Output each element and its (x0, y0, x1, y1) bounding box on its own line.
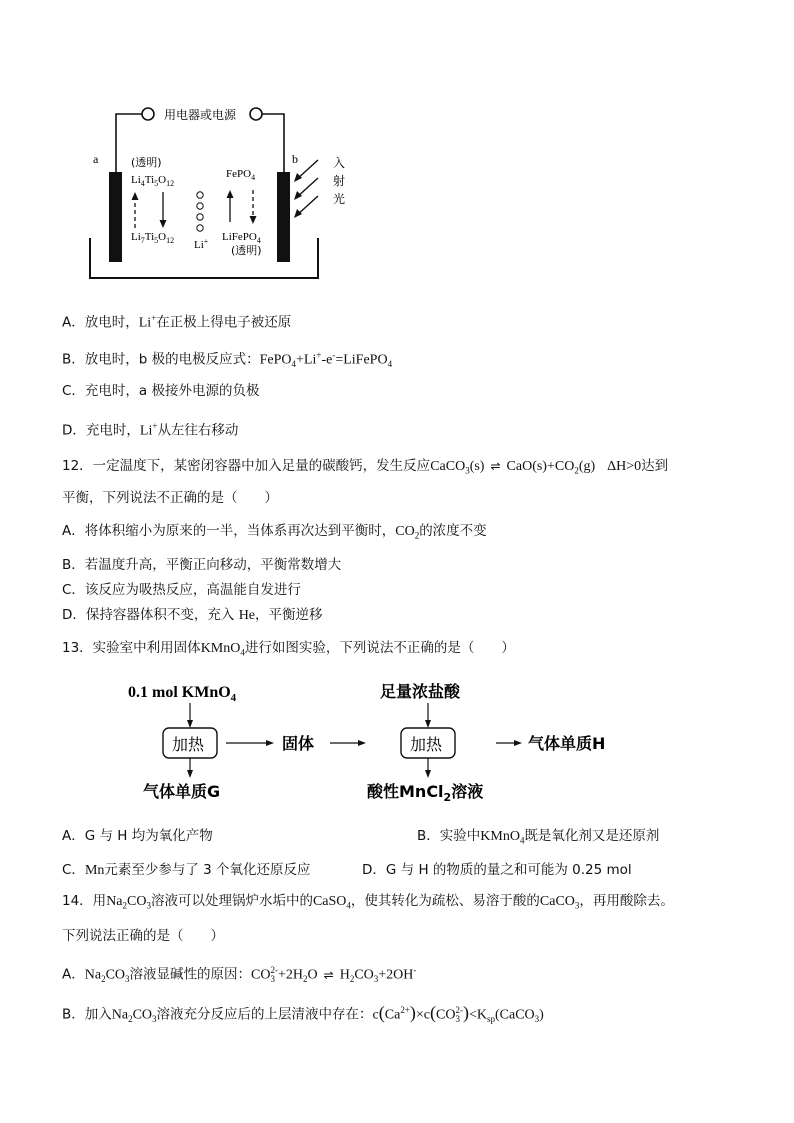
q13-option-d: D．G 与 H 的物质的量之和可能为 0.25 mol (362, 862, 632, 878)
arrowhead-down-icon (187, 720, 193, 728)
left-transparent-label: (透明) (131, 156, 162, 169)
equilibrium-arrow-icon: ⇌ (490, 459, 501, 473)
arrowhead-down-icon (425, 720, 431, 728)
flow-gas-h: 气体单质H (528, 734, 606, 753)
flow-gas-g: 气体单质G (143, 782, 221, 801)
arrowhead-icon (294, 191, 302, 200)
flow-solution: 酸性MnCl$_2$溶液 (367, 782, 484, 804)
electrode-b-label: b (292, 152, 298, 166)
right-top-formula: FePO$_4$ (226, 168, 256, 182)
arrowhead-right-icon (514, 740, 522, 746)
q13-option-a: A．G 与 H 均为氧化产物 (62, 828, 213, 844)
q12-option-c: C．该反应为吸热反应，高温能自发进行 (62, 582, 301, 598)
flow-reagent-2: 足量浓盐酸 (380, 682, 461, 701)
electrode-a-label: a (93, 152, 99, 166)
arrowhead-icon (294, 173, 302, 182)
ion-dot (197, 203, 203, 209)
q12-option-b: B．若温度升高，平衡正向移动，平衡常数增大 (62, 557, 342, 573)
device-label: 用电器或电源 (164, 108, 237, 122)
arrowhead-down-icon (250, 216, 257, 224)
flow-reagent-1: 0.1 mol KMnO$_4$ (128, 684, 237, 704)
ion-dot (197, 214, 203, 220)
circuit-wire-right (262, 114, 284, 172)
q12-stem-line2: 平衡，下列说法不正确的是（ ） (62, 490, 278, 506)
electrode-b (277, 172, 290, 262)
q12-option-a: A．将体积缩小为原来的一半，当体系再次达到平衡时，$CO_2$的浓度不变 (62, 523, 487, 541)
q13-option-c: C．Mn元素至少参与了 3 个氧化还原反应 (62, 862, 311, 878)
left-bottom-formula: $Li_7Ti_5O_{12}$ (131, 231, 175, 245)
terminal-right (250, 108, 262, 120)
right-bottom-formula: LiFePO$_4$ (222, 231, 261, 245)
right-transparent-label: (透明) (231, 244, 262, 257)
q13-options-row2 (62, 860, 764, 881)
flow-heat-label-2: 加热 (410, 735, 443, 754)
q12-stem-line1: 12．一定温度下，某密闭容器中加入足量的碳酸钙，发生反应CaCO$_3$(s) ⇌ $CaO(s)+CO_2(g)$ ΔH>0达到 (62, 458, 669, 476)
flow-solid: 固体 (282, 734, 315, 753)
flow-heat-label-1: 加热 (172, 735, 205, 754)
arrowhead-right-icon (266, 740, 274, 746)
q14-stem-line2: 下列说法正确的是（ ） (62, 928, 224, 944)
equilibrium-arrow-icon: ⇌ (323, 967, 334, 982)
q13-options-row1 (62, 826, 764, 846)
ion-dot (197, 192, 203, 198)
incident-light-arrows (296, 160, 318, 216)
light-label-1: 入 (333, 156, 346, 170)
q13-flowchart (0, 672, 794, 812)
light-label-3: 光 (333, 192, 346, 206)
arrowhead-up-icon (132, 192, 139, 200)
q11-option-a: A．放电时，Li+在正极上得电子被还原 (62, 313, 292, 331)
q14-option-b: B．加入$Na_2CO_3$溶液充分反应后的上层清液中存在：$c(Ca^{2+})\times c(CO$ 2- 3 )$<K_{sp}(CaCO_3)$ (62, 1002, 544, 1025)
q11-option-d: D．充电时，Li+从左往右移动 (62, 421, 239, 439)
arrowhead-down-icon (160, 220, 167, 228)
arrowhead-down-icon (187, 770, 193, 778)
arrowhead-down-icon (425, 770, 431, 778)
ion-label: Li+ (194, 237, 209, 251)
q13-option-b: B．实验中KMnO$_4$既是氧化剂又是还原剂 (417, 828, 660, 846)
light-label-2: 射 (333, 174, 346, 188)
terminal-left (142, 108, 154, 120)
ion-dot (197, 225, 203, 231)
q11-option-b: B．放电时，b 极的电极反应式：FePO$_4$+Li+-e-=LiFePO$_4$ (62, 350, 393, 370)
q12-option-d: D．保持容器体积不变，充入 He，平衡逆移 (62, 607, 323, 623)
q14-stem-line1: 14．用$Na_2CO_3$溶液可以处理锅炉水垢中的CaSO$_4$，使其转化为疏松、易溶于酸的CaCO$_3$，再用酸除去。 (62, 893, 674, 911)
arrowhead-up-icon (227, 190, 234, 198)
q11-option-c: C．充电时，a 极接外电源的负极 (62, 383, 260, 399)
arrowhead-icon (294, 209, 302, 218)
arrowhead-right-icon (358, 740, 366, 746)
q14-option-a: A．$Na_2CO_3$溶液显碱性的原因：CO 2- 3 $+2H_2O$ ⇌ $H_2CO_3+2OH^-$ (62, 964, 417, 985)
q13-stem: 13．实验室中利用固体KMnO$_4$进行如图实验，下列说法不正确的是（ ） (62, 640, 515, 658)
electrode-a (109, 172, 122, 262)
left-top-formula: $Li_4Ti_5O_{12}$ (131, 174, 175, 188)
battery-diagram (0, 0, 794, 290)
